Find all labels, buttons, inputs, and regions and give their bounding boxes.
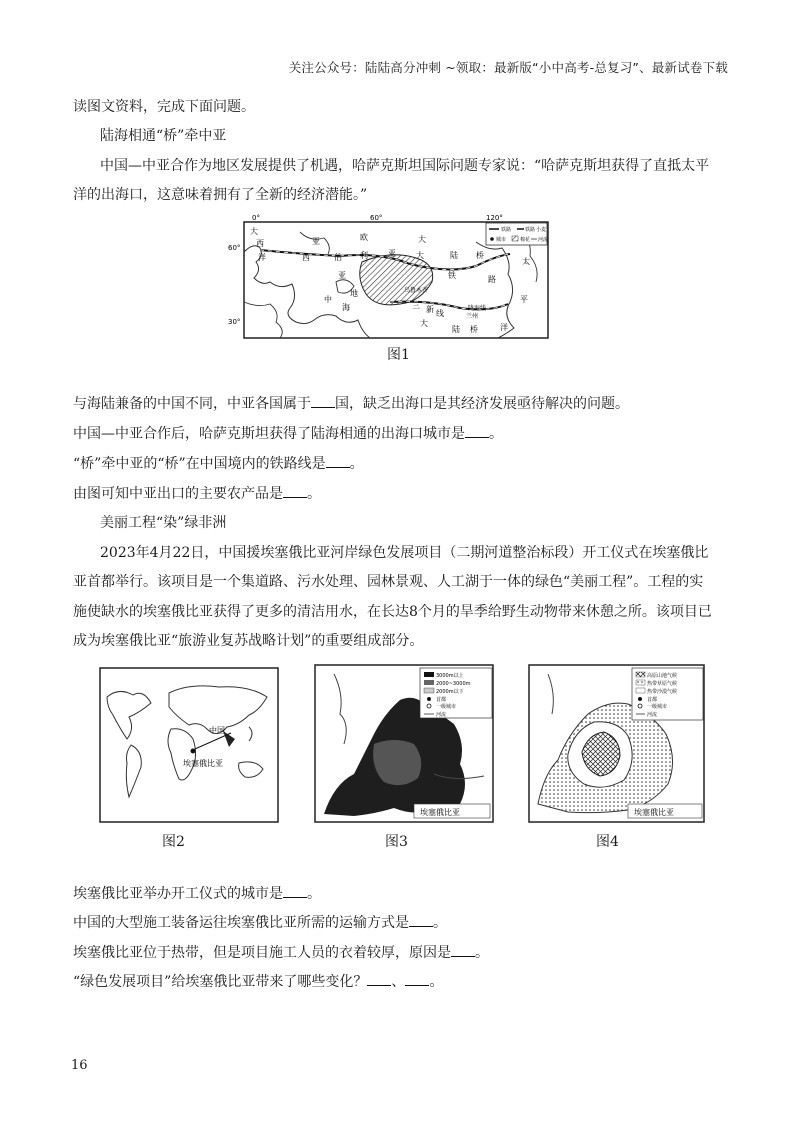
- section2-para-line1: 2023年4月22日，中国援埃塞俄比亚河岸绿色发展项目（二期河道整治标段）开工仪式在埃塞俄比: [100, 545, 709, 561]
- question-8: “绿色发展项目”给埃塞俄比亚带来了哪些变化？ 、 。: [73, 971, 443, 992]
- legend-wheat: 小麦: [536, 227, 547, 233]
- svg-text:铁: 铁: [448, 271, 456, 280]
- fig3-country-label: 埃塞俄比亚: [420, 808, 460, 817]
- section2-para-line2: 亚首都举行。该项目是一个集道路、污水处理、园林景观、人工湖于一体的绿色“美丽工程”。工程的实: [73, 574, 704, 590]
- svg-text:路: 路: [488, 275, 496, 284]
- fig3-legend-1: 3000m以上: [436, 673, 464, 679]
- question-7: 埃塞俄比亚位于热带，但是项目施工人员的衣着较厚，原因是 。: [73, 942, 489, 963]
- fig4-legend-2: 热带草原气候: [647, 681, 678, 687]
- fig2-label-ethiopia: 埃塞俄比亚: [183, 759, 223, 768]
- svg-text:桥: 桥: [476, 251, 484, 260]
- svg-text:陆: 陆: [450, 251, 458, 260]
- fig4-legend-1: 高原山地气候: [647, 673, 678, 679]
- section2-para-line3: 施使缺水的埃塞俄比亚获得了更多的清洁用水，在长达8个月的旱季给野生动物带来休憩之所。该项目已: [73, 604, 712, 620]
- lat-label-30: 30°: [228, 318, 241, 326]
- svg-text:欧: 欧: [360, 233, 368, 242]
- fig3-legend-5: 一级城市: [436, 704, 457, 710]
- legend-city: 城市: [496, 237, 507, 243]
- answer-blank[interactable]: [283, 483, 307, 498]
- svg-text:线: 线: [436, 309, 444, 318]
- answer-blank[interactable]: [367, 971, 391, 986]
- fig2-label-china: 中国: [209, 726, 225, 735]
- fig3-legend-6: 河流: [436, 712, 447, 718]
- section1-title: 陆海相通“桥”牵中亚: [100, 128, 227, 144]
- answer-blank[interactable]: [326, 453, 350, 468]
- lon-label-0: 0°: [252, 214, 260, 222]
- intro-text: 读图文资料，完成下面问题。: [73, 99, 255, 115]
- question-4: 由图可知中亚出口的主要农产品是 。: [73, 483, 321, 504]
- svg-text:海: 海: [342, 303, 350, 312]
- figure1-map: [228, 212, 554, 342]
- answer-blank[interactable]: [283, 883, 307, 898]
- section2-title: 美丽工程“染”绿非洲: [100, 515, 227, 531]
- svg-text:兰州: 兰州: [466, 313, 479, 320]
- figure2-map: [99, 667, 279, 823]
- fig4-legend-4: 首都: [647, 697, 658, 703]
- svg-text:大: 大: [420, 319, 428, 328]
- svg-text:洋: 洋: [258, 253, 266, 262]
- fig3-legend-3: 2000m以下: [436, 689, 464, 695]
- section1-para-line2: 洋的出海口，这意味着拥有了全新的经济潜能。”: [73, 187, 368, 203]
- svg-text:亚: 亚: [312, 237, 320, 246]
- fig3-legend-2: 2000~3000m: [436, 681, 471, 687]
- answer-blank[interactable]: [311, 393, 335, 408]
- svg-text:西: 西: [302, 253, 310, 262]
- svg-text:西: 西: [256, 239, 264, 248]
- legend-cotton: 棉花: [520, 237, 531, 243]
- section1-para-line1: 中国—中亚合作为地区发展提供了机遇，哈萨克斯坦国际问题专家说：“哈萨克斯坦获得了直抵太平: [100, 158, 710, 174]
- question-1: 与海陆兼备的中国不同，中亚各国属于 国，缺乏出海口是其经济发展亟待解决的问题。: [73, 393, 629, 414]
- answer-blank[interactable]: [465, 423, 489, 438]
- fig4-legend-6: 河流: [647, 712, 658, 718]
- question-2: 中国—中亚合作后，哈萨克斯坦获得了陆海相通的出海口城市是 。: [73, 423, 503, 444]
- fig3-legend-4: 首都: [436, 697, 447, 703]
- lat-label-60: 60°: [228, 244, 241, 252]
- svg-text:亚: 亚: [388, 249, 396, 258]
- answer-blank[interactable]: [405, 971, 429, 986]
- fig4-legend-5: 一级城市: [647, 704, 668, 710]
- figure3-caption: 图3: [385, 834, 408, 850]
- question-6: 中国的大型施工装备运往埃塞俄比亚所需的运输方式是 。: [73, 912, 447, 933]
- page-header: 关注公众号：陆陆高分冲刺 ~领取：最新版“小中高考-总复习”、最新试卷下载: [288, 60, 728, 75]
- svg-text:大: 大: [418, 235, 426, 244]
- svg-text:桥: 桥: [470, 325, 478, 334]
- svg-text:平: 平: [520, 295, 528, 304]
- page-number: 16: [71, 1058, 88, 1073]
- svg-text:伯: 伯: [334, 253, 342, 262]
- answer-blank[interactable]: [409, 912, 433, 927]
- figure4-caption: 图4: [596, 834, 619, 850]
- figure3-map: [314, 664, 494, 823]
- svg-text:三: 三: [412, 301, 420, 310]
- svg-text:亚: 亚: [338, 271, 346, 280]
- svg-text:地: 地: [350, 289, 358, 298]
- question-5: 埃塞俄比亚举办开工仪式的城市是 。: [73, 883, 321, 904]
- svg-text:利: 利: [360, 251, 368, 260]
- svg-text:陆: 陆: [452, 325, 460, 334]
- figure2-caption: 图2: [162, 834, 185, 850]
- legend-railway-2: 铁路: [525, 227, 536, 233]
- answer-blank[interactable]: [451, 942, 475, 957]
- fig4-legend-3: 热带沙漠气候: [647, 689, 678, 695]
- svg-text:太: 太: [522, 257, 530, 266]
- svg-text:新: 新: [426, 305, 434, 314]
- legend-railway-1: 铁路: [501, 227, 512, 233]
- question-3: “桥”牵中亚的“桥”在中国境内的铁路线是 。: [73, 453, 364, 474]
- fig4-country-label: 埃塞俄比亚: [634, 808, 674, 817]
- svg-text:大: 大: [250, 227, 258, 236]
- legend-river: 河流: [538, 237, 549, 243]
- lon-label-120: 120°: [486, 214, 503, 222]
- svg-text:大: 大: [416, 251, 424, 260]
- section2-para-line4: 成为埃塞俄比亚“旅游业复苏战略计划”的重要组成部分。: [73, 633, 424, 649]
- lon-label-60: 60°: [370, 214, 383, 222]
- svg-text:中: 中: [324, 295, 332, 304]
- figure4-map: [528, 664, 705, 823]
- svg-text:乌鲁木齐: 乌鲁木齐: [404, 287, 429, 294]
- svg-text:陇海线: 陇海线: [468, 305, 487, 312]
- figure1-caption: 图1: [387, 347, 410, 363]
- svg-text:洋: 洋: [500, 323, 508, 332]
